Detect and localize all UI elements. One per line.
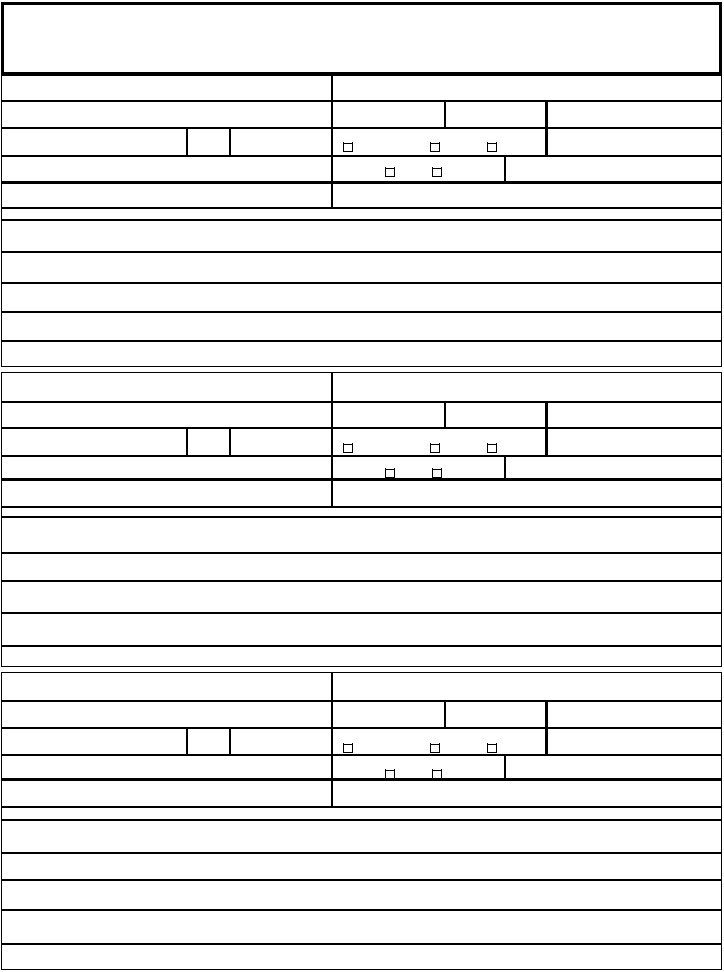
form-header-area xyxy=(1,2,722,75)
row2-left-field[interactable] xyxy=(1,402,332,428)
row3-left-field[interactable] xyxy=(1,428,187,456)
row2-mid2-field[interactable] xyxy=(445,701,547,728)
row4-left-field[interactable] xyxy=(1,456,332,480)
row4-right-field[interactable] xyxy=(505,456,722,480)
row4-left-field[interactable] xyxy=(1,755,332,780)
row4-checkbox-field xyxy=(332,156,505,183)
row4-right-field[interactable] xyxy=(505,755,722,780)
row1-left-field[interactable] xyxy=(1,75,332,101)
divider-line xyxy=(1,181,722,184)
divider-line xyxy=(545,101,548,156)
section-divider-strip xyxy=(1,507,722,517)
checkbox[interactable] xyxy=(343,744,353,753)
row2-mid2-field[interactable] xyxy=(445,101,547,128)
row1-right-field[interactable] xyxy=(332,75,722,101)
row2-mid1-field[interactable] xyxy=(332,402,445,428)
row4-left-field[interactable] xyxy=(1,156,332,183)
checkbox[interactable] xyxy=(343,143,353,152)
divider-line xyxy=(545,701,548,755)
row1-left-field[interactable] xyxy=(1,672,332,701)
comment-line-field[interactable] xyxy=(1,910,722,944)
comment-line-field[interactable] xyxy=(1,613,722,646)
comment-line-field[interactable] xyxy=(1,553,722,581)
divider-line xyxy=(1,478,722,481)
row3-right-field[interactable] xyxy=(547,428,722,456)
checkbox[interactable] xyxy=(430,444,440,453)
row1-left-field[interactable] xyxy=(1,372,332,402)
checkbox[interactable] xyxy=(385,168,395,177)
row4-checkbox-field xyxy=(332,456,505,480)
checkbox[interactable] xyxy=(432,469,442,478)
checkbox[interactable] xyxy=(430,143,440,152)
row3-left-field[interactable] xyxy=(1,128,187,156)
row4-checkbox-field xyxy=(332,755,505,780)
comment-line-field[interactable] xyxy=(1,283,722,312)
comment-line-field[interactable] xyxy=(1,820,722,853)
comment-line-field[interactable] xyxy=(1,853,722,880)
comment-line-field[interactable] xyxy=(1,341,722,367)
divider-line xyxy=(1,778,722,781)
checkbox[interactable] xyxy=(343,444,353,453)
row3-small1-field[interactable] xyxy=(187,728,230,755)
row5-left-field[interactable] xyxy=(1,780,332,807)
row3-small1-field[interactable] xyxy=(187,428,230,456)
row2-right-field[interactable] xyxy=(547,402,722,428)
section-divider-strip xyxy=(1,807,722,820)
section-divider-strip xyxy=(1,208,722,220)
comment-line-field[interactable] xyxy=(1,880,722,910)
checkbox[interactable] xyxy=(487,444,497,453)
row5-left-field[interactable] xyxy=(1,480,332,507)
row3-left-field[interactable] xyxy=(1,728,187,755)
checkbox[interactable] xyxy=(432,168,442,177)
row2-left-field[interactable] xyxy=(1,701,332,728)
row2-left-field[interactable] xyxy=(1,101,332,128)
divider-line xyxy=(545,402,548,456)
comment-line-field[interactable] xyxy=(1,944,722,970)
row2-mid1-field[interactable] xyxy=(332,101,445,128)
row3-small2-field[interactable] xyxy=(230,428,332,456)
checkbox[interactable] xyxy=(487,744,497,753)
row3-small2-field[interactable] xyxy=(230,128,332,156)
row5-left-field[interactable] xyxy=(1,183,332,208)
row2-right-field[interactable] xyxy=(547,701,722,728)
row3-right-field[interactable] xyxy=(547,728,722,755)
comment-line-field[interactable] xyxy=(1,312,722,341)
checkbox[interactable] xyxy=(487,143,497,152)
comment-line-field[interactable] xyxy=(1,581,722,613)
row3-small1-field[interactable] xyxy=(187,128,230,156)
comment-line-field[interactable] xyxy=(1,517,722,553)
row1-right-field[interactable] xyxy=(332,672,722,701)
row2-mid1-field[interactable] xyxy=(332,701,445,728)
row4-right-field[interactable] xyxy=(505,156,722,183)
row5-right-field[interactable] xyxy=(332,183,722,208)
row2-right-field[interactable] xyxy=(547,101,722,128)
comment-line-field[interactable] xyxy=(1,252,722,283)
row3-right-field[interactable] xyxy=(547,128,722,156)
row2-mid2-field[interactable] xyxy=(445,402,547,428)
checkbox[interactable] xyxy=(385,469,395,478)
row1-right-field[interactable] xyxy=(332,372,722,402)
row5-right-field[interactable] xyxy=(332,780,722,807)
comment-line-field[interactable] xyxy=(1,220,722,252)
comment-line-field[interactable] xyxy=(1,646,722,667)
row5-right-field[interactable] xyxy=(332,480,722,507)
checkbox[interactable] xyxy=(430,744,440,753)
row3-small2-field[interactable] xyxy=(230,728,332,755)
checkbox[interactable] xyxy=(385,770,395,779)
checkbox[interactable] xyxy=(432,770,442,779)
